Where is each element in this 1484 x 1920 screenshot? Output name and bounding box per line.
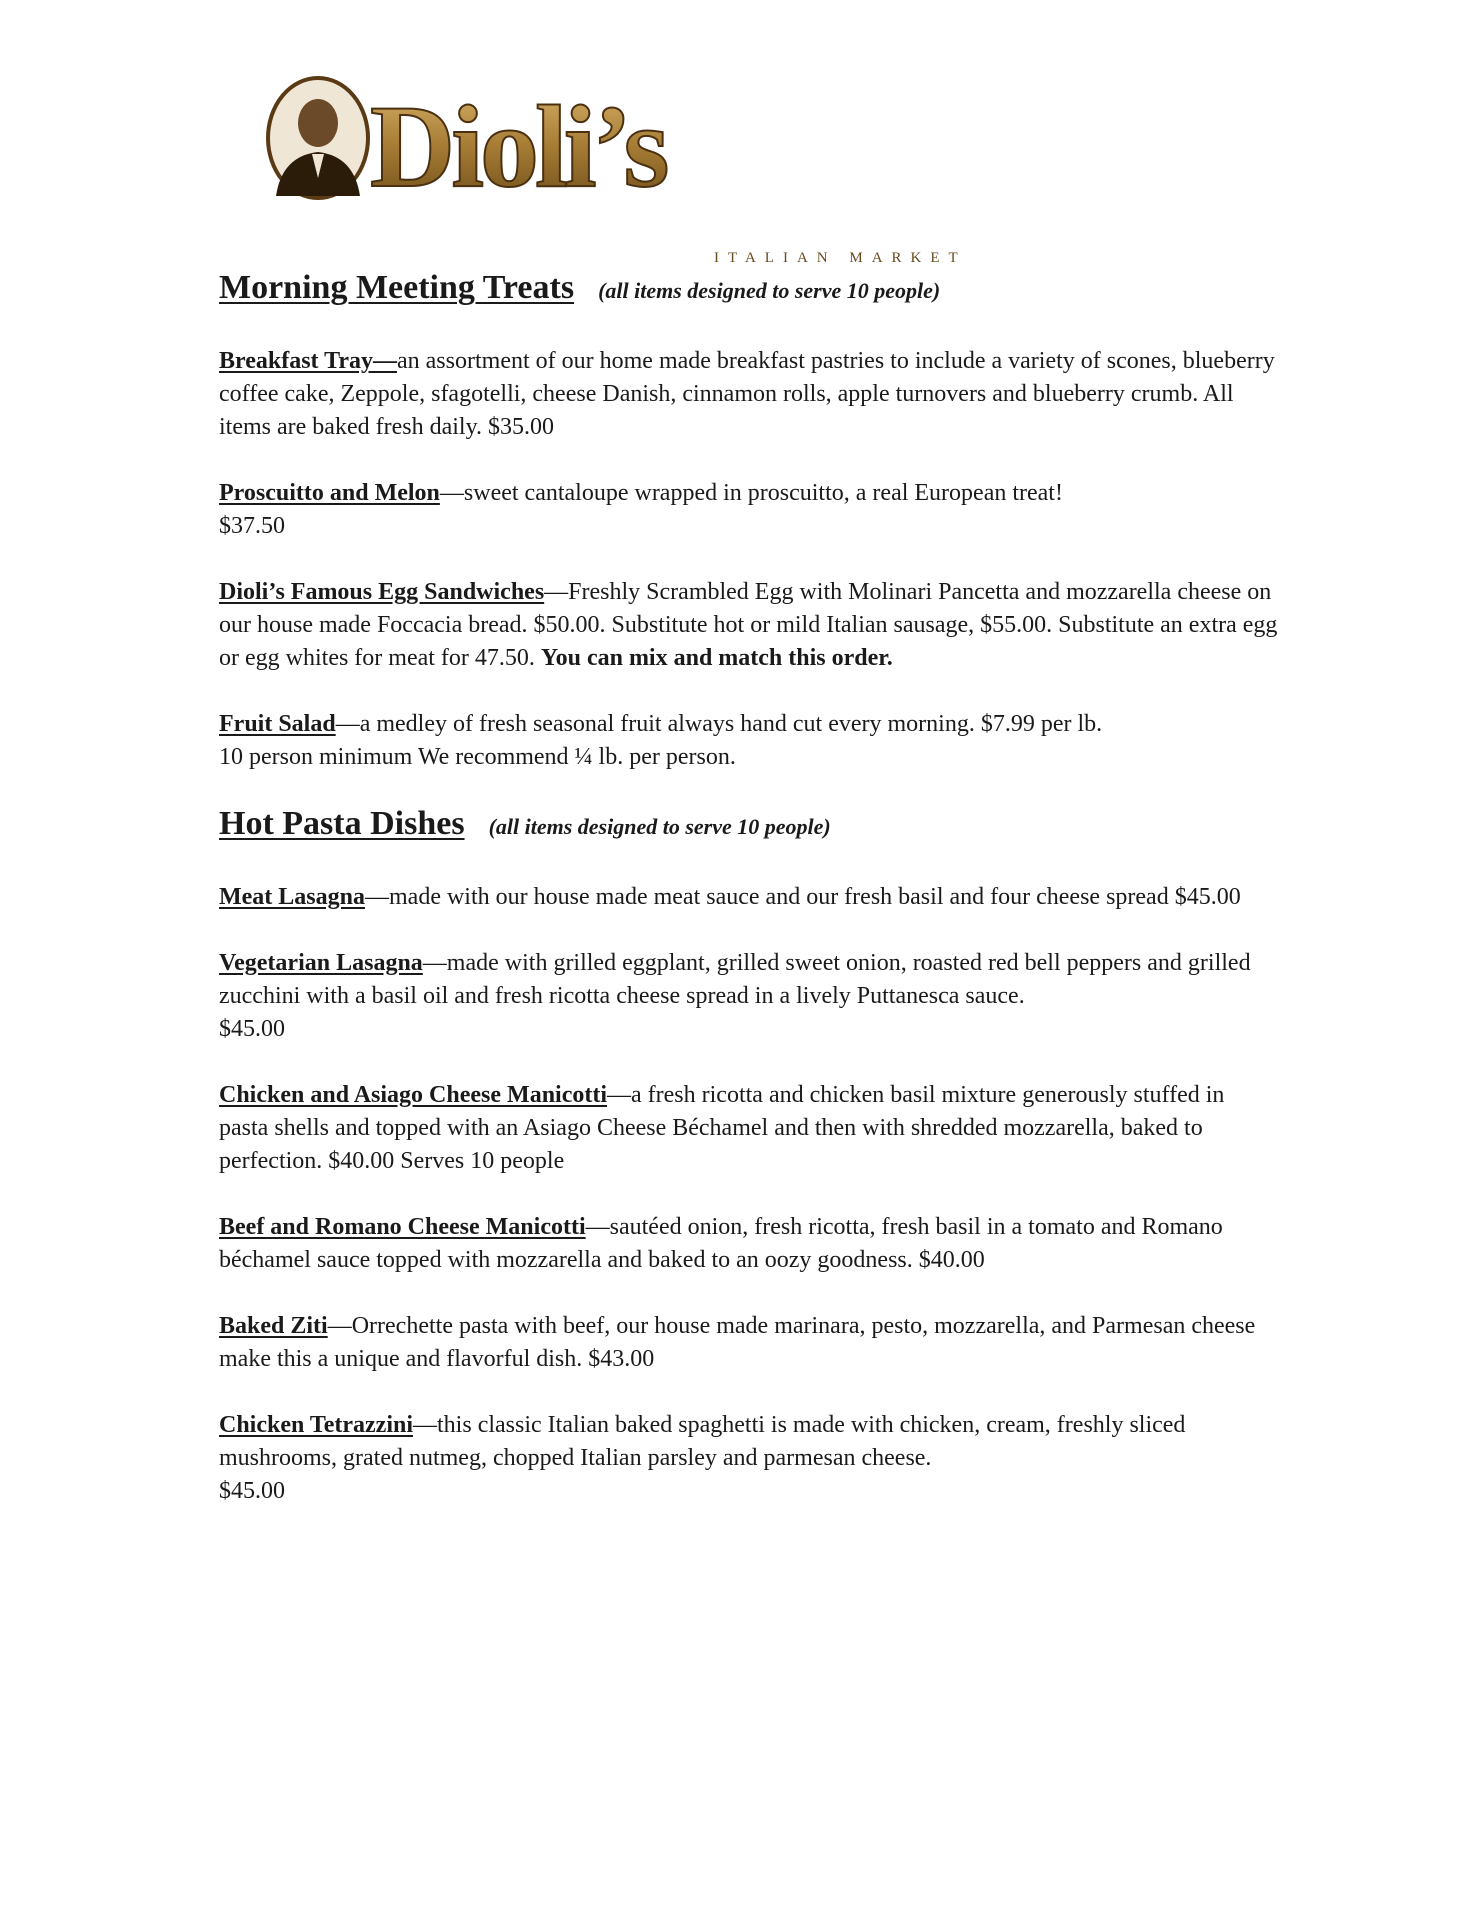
item-note: You can mix and match this order. — [540, 645, 893, 671]
section-heading-pasta — [219, 798, 1279, 853]
menu-item-meat-lasagna — [219, 881, 1279, 914]
menu-item-beef-manicotti — [219, 1211, 1279, 1277]
menu-item-fruit-salad — [219, 708, 1279, 774]
item-name: Breakfast Tray— — [219, 348, 397, 374]
menu-item-vegetarian-lasagna — [219, 947, 1279, 1046]
item-name: Proscuitto and Melon — [219, 480, 440, 506]
item-description: —made with our house made meat sauce and our fresh basil and four cheese spread $45.00 — [365, 884, 1241, 910]
menu-content — [219, 262, 1279, 1508]
item-price: $45.00 — [219, 1478, 285, 1504]
section-title: Hot Pasta Dishes — [219, 805, 465, 842]
menu-item-breakfast-tray — [219, 345, 1279, 444]
logo-subtitle: ITALIAN MARKET — [714, 250, 967, 266]
menu-item-proscuitto-melon — [219, 477, 1279, 543]
item-name: Baked Ziti — [219, 1313, 328, 1339]
item-description: —sweet cantaloupe wrapped in proscuitto, a real European treat! — [439, 480, 1063, 506]
item-name: Chicken and Asiago Cheese Manicotti — [219, 1082, 608, 1108]
item-name: Meat Lasagna — [219, 884, 365, 910]
section-heading-morning — [219, 262, 1279, 317]
menu-item-baked-ziti — [219, 1310, 1279, 1376]
menu-item-chicken-manicotti — [219, 1079, 1279, 1178]
item-description: —Orrechette pasta with beef, our house made marinara, pesto, mozzarella, and Parmesan cheese make this a unique and flavorful dish. $43.00 — [219, 1313, 1256, 1372]
section-note: (all items designed to serve 10 people) — [488, 814, 831, 839]
logo-wordmark: Dioli’s — [370, 81, 666, 212]
item-description: —Freshly Scrambled Egg with Molinari Pancetta and mozzarella cheese on our house made Foccacia bread. $50.00. Substitute hot or mild Italian sausage, $55.00. Substitute an extra egg or egg whites for meat for 47.50. — [219, 579, 1278, 671]
item-description: —sautéed onion, fresh ricotta, fresh basil in a tomato and Romano béchamel sauce topped with mozzarella and baked to an oozy goodness. $40.00 — [219, 1214, 1223, 1273]
section-note: (all items designed to serve 10 people) — [598, 278, 941, 303]
item-name: Fruit Salad — [219, 711, 336, 737]
item-price: $37.50 — [219, 513, 285, 539]
item-description: an assortment of our home made breakfast pastries to include a variety of scones, blueberry coffee cake, Zeppole, sfagotelli, cheese Danish, cinnamon rolls, apple turnovers and blueberry crumb. All items are baked fresh daily. $35.00 — [219, 348, 1275, 440]
section-title: Morning Meeting Treats — [219, 269, 575, 306]
menu-item-chicken-tetrazzini — [219, 1409, 1279, 1508]
item-name: Chicken Tetrazzini — [219, 1412, 414, 1438]
menu-item-egg-sandwiches — [219, 576, 1279, 675]
item-name: Beef and Romano Cheese Manicotti — [219, 1214, 586, 1240]
item-name: Vegetarian Lasagna — [219, 950, 423, 976]
item-description: —a fresh ricotta and chicken basil mixture generously stuffed in pasta shells and topped with an Asiago Cheese Béchamel and then with shredded mozzarella, baked to perfection. $40.00 Serves 10 people — [219, 1082, 1225, 1174]
dioli-logo — [262, 68, 967, 266]
item-description: —a medley of fresh seasonal fruit always hand cut every morning. $7.99 per lb. — [335, 711, 1103, 737]
item-name: Dioli’s Famous Egg Sandwiches — [219, 579, 545, 605]
logo-graphic — [262, 68, 732, 218]
item-price: $45.00 — [219, 1016, 285, 1042]
portrait-head — [298, 99, 338, 147]
item-description: —made with grilled eggplant, grilled sweet onion, roasted red bell peppers and grilled zucchini with a basil oil and fresh ricotta cheese spread in a lively Puttanesca sauce. — [219, 950, 1251, 1009]
item-description: —this classic Italian baked spaghetti is made with chicken, cream, freshly sliced mushrooms, grated nutmeg, chopped Italian parsley and parmesan cheese. — [219, 1412, 1186, 1471]
item-price: 10 person minimum We recommend ¼ lb. per person. — [219, 744, 736, 770]
